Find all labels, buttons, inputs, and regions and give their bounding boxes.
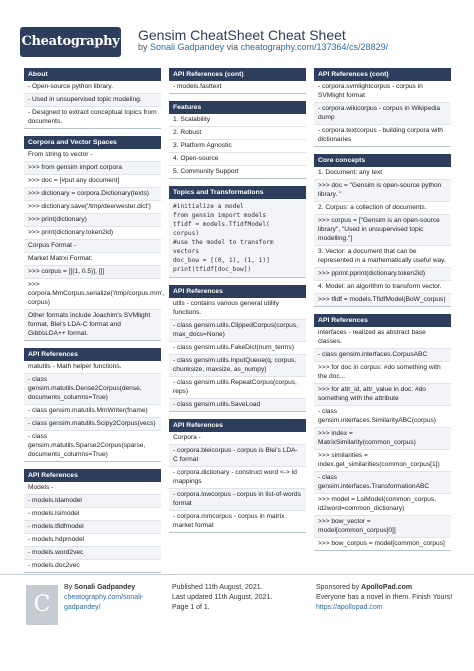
list-item: Models - (24, 482, 161, 495)
page-header (0, 0, 474, 62)
list-item: - corpora.lowcorpus - corpus in list-of-words format (169, 489, 306, 511)
list-item: - class gensim.utils.InputQueue(q, corpus, chunksize, maxsize, as_numpy) (169, 355, 306, 377)
cheatography-logo[interactable]: Cheatography (20, 27, 121, 57)
list-item: >>> doc = "Gensim is open-source python library. " (314, 180, 451, 202)
by-label: By (64, 584, 73, 591)
sponsor-line (316, 583, 456, 593)
list-item: - class gensim.interfaces.TransformationABC (314, 472, 451, 494)
panel-header: API References (169, 419, 306, 432)
list-item: >>> corpus = [[(1, 0.5)], []] (24, 266, 161, 279)
byline (138, 42, 388, 52)
list-item: - corpora.mmcorpus - corpus in matrix market format (173, 513, 285, 529)
panel-header: API References (24, 348, 161, 361)
author-profile-link[interactable]: cheatography.com/sonali-gadpandey/ (64, 594, 144, 611)
page-footer (0, 574, 474, 671)
list-item: utils - contains various general utility functions. (169, 298, 306, 320)
list-item: >>> corpora.MmCorpus.serialize('/tmp/corpus.mm', corpus) (24, 279, 161, 310)
list-item: 4. Model: an algorithm to transform vector. (314, 281, 451, 294)
list-item: - class gensim.interfaces.CorpusABC (314, 349, 451, 362)
list-item: 5. Community Support (173, 168, 239, 175)
list-item: From string to vector - (24, 149, 161, 162)
panel-about (24, 68, 161, 129)
footer-sponsor (316, 583, 456, 613)
avatar (26, 585, 58, 625)
list-item: - Used in unsupervised topic modeling. (24, 94, 161, 107)
list-item: - corpora.svmlightcorpus - corpus in SVMlight format (314, 81, 451, 103)
page-count: Page 1 of 1. (172, 604, 210, 611)
list-item: >>> dictionary.save('/tmp/deerwester.dict') (24, 201, 161, 214)
list-item: >>> print(dictionary.token2id) (24, 227, 161, 240)
list-item: 2. Robust (169, 127, 306, 140)
panel-header: Topics and Transformations (169, 186, 306, 199)
list-item: - models.ldamodel (24, 495, 161, 508)
sponsor-text: Everyone has a novel in them. Finish Yours! (316, 594, 453, 601)
panel-api-references-cont (169, 68, 306, 94)
panel-header: API References (169, 285, 306, 298)
list-item: >>> doc = [#put any document] (24, 175, 161, 188)
list-item: >>> pprint.pprint(dictionary.token2id) (314, 268, 451, 281)
list-item: - corpora.dictionary - construct word <-> id mappings (169, 467, 306, 489)
list-item: 1. Document: any text (314, 167, 451, 180)
list-item: - corpora.bleicorpus - corpus is Blei's LDA-C format (169, 445, 306, 467)
list-item: - models.fasttext (173, 83, 222, 90)
published-date: Published 11th August, 2021. (172, 584, 263, 591)
panel-api-references-matutils (24, 348, 161, 462)
panel-header: Core concepts (314, 154, 451, 167)
panel-corpora-vector-spaces (24, 136, 165, 341)
cheatography-c-icon: C (33, 592, 51, 617)
list-item: >>> index = MatrixSimilarity(common_corpus) (314, 428, 451, 450)
list-item: 1. Scalability (169, 114, 306, 127)
list-item: - class gensim.utils.RepeatCorpus(corpus, reps) (169, 377, 306, 399)
panel-api-references-models (24, 469, 161, 573)
panel-header: API References (cont) (169, 68, 306, 81)
list-item: - class gensim.matutils.Sparse2Corpus(sparse, documents_columns=True) (28, 433, 146, 458)
list-item: 2. Corpus: a collection of documents. (314, 202, 451, 215)
list-item: - class gensim.matutils.Scipy2Corpus(vecs) (24, 418, 161, 431)
list-item: - models.lsimodel (24, 508, 161, 521)
list-item: >>> dictionary = corpora.Dictionary(texts) (24, 188, 161, 201)
sponsor-url-link[interactable]: https://apollopad.com (316, 604, 383, 611)
list-item: Market Matrxi Format: (24, 253, 161, 266)
list-item: - models.doc2vec (28, 562, 80, 569)
panel-core-concepts (314, 154, 451, 307)
panel-features (169, 101, 306, 179)
footer-author (64, 583, 158, 613)
list-item: - class gensim.utils.ClippedCorpus(corpus, max_docs=None) (169, 320, 306, 342)
list-item: >>> tfidf = models.TfidfModel(BoW_corpus) (314, 294, 451, 306)
panel-header: API References (24, 469, 161, 482)
sponsor-name[interactable]: ApolloPad.com (361, 584, 413, 591)
list-item: interfaces - realized as abstract base classes. (314, 327, 451, 349)
list-item: >>> model = LsiModel(common_corpus, id2word=common_dictionary) (314, 494, 451, 516)
panel-header: API References (314, 314, 451, 327)
list-item: matutils - Math helper functions. (24, 361, 161, 374)
panel-api-references-utils (169, 285, 306, 412)
list-item: - models.word2vec (24, 547, 161, 560)
panel-header: Corpora and Vector Spaces (24, 136, 161, 149)
list-item: Corpus Format - (24, 240, 161, 253)
list-item: 4. Open-source (169, 153, 306, 166)
code-block: #initialize a model from gensim import models tfidf = models.TfidfModel( corpus) #use the model to transform vectors doc_bow = [(0, 1), (1, 1)] print(tfidf[doc_bow]) (169, 199, 306, 277)
list-item: - class gensim.utils.SaveLoad (169, 399, 306, 411)
list-item: >>> similarities = index.get_similarities(common_corpus[1]) (314, 450, 451, 472)
updated-date: Last updated 11th August, 2021. (172, 594, 273, 601)
list-item: 3. Platform Agnostic (169, 140, 306, 153)
column-3 (314, 68, 451, 558)
list-item: - class gensim.interfaces.SimilarityABC(corpus) (314, 406, 451, 428)
panel-header: Features (169, 101, 306, 114)
sheet-url-link[interactable]: cheatography.com/137364/cs/28829/ (240, 42, 389, 52)
list-item: - class gensim.matutils.Dense2Corpus(dense, documents_columns=True) (24, 374, 161, 405)
list-item: Other formats include Joachim's SVMlight format, Blei's LDA-C format and GibbsLDA++ format. (24, 310, 161, 340)
list-item: >>> bow_corpus = model[common_corpus] (318, 540, 445, 547)
footer-dates (172, 583, 292, 613)
list-item: >>> for attr_id, attr_value in doc: #do something with the attribute (314, 384, 451, 406)
list-item: - Designed to extract conceptual topics from documents. (28, 109, 157, 125)
by-label: by (138, 42, 148, 52)
panel-api-references-cont (314, 68, 451, 147)
list-item: >>> print(dictionary) (24, 214, 161, 227)
list-item: >>> corpus = ["Gensim is an open-source library", "Used in unsupervised topic modelling."] (314, 215, 451, 246)
column-2 (169, 68, 306, 540)
list-item: - models.hdpmodel (24, 534, 161, 547)
list-item: - corpora.textcorpus - building corpora with dictionaries (318, 127, 443, 143)
list-item: - corpora.wikicorpus - corpus in Wikipedia dump (314, 103, 451, 125)
list-item: >>> from gensim import corpora (24, 162, 161, 175)
sponsor-label: Sponsored by (316, 584, 360, 591)
list-item: >>> for doc in corpus: #do something with the doc... (314, 362, 451, 384)
panel-api-references-corpora (169, 419, 306, 533)
panel-header: API References (cont) (314, 68, 451, 81)
list-item: - models.tfidfmodel (24, 521, 161, 534)
author-link[interactable]: Sonali Gadpandey (150, 42, 225, 52)
list-item: - Open-source python library. (24, 81, 161, 94)
footer-author-line (64, 583, 158, 593)
list-item: >>> bow_vector = model[common_corpus[0]] (314, 516, 451, 538)
list-item: 3. Vector: a document that can be represented in a mathematically useful way. (314, 246, 451, 268)
column-1 (24, 68, 165, 580)
page-title: Gensim CheatSheet Cheat Sheet (138, 27, 346, 43)
panel-topics-transformations (169, 186, 306, 278)
list-item: - class gensim.matutils.MmWriter(fname) (24, 405, 161, 418)
via-label: via (226, 42, 239, 52)
footer-author-name: Sonali Gadpandey (74, 584, 136, 591)
list-item: - class gensim.utils.FakeDict(num_terms) (169, 342, 306, 355)
list-item: Corpora - (169, 432, 306, 445)
panel-header: About (24, 68, 161, 81)
panel-api-references-interfaces (314, 314, 451, 551)
